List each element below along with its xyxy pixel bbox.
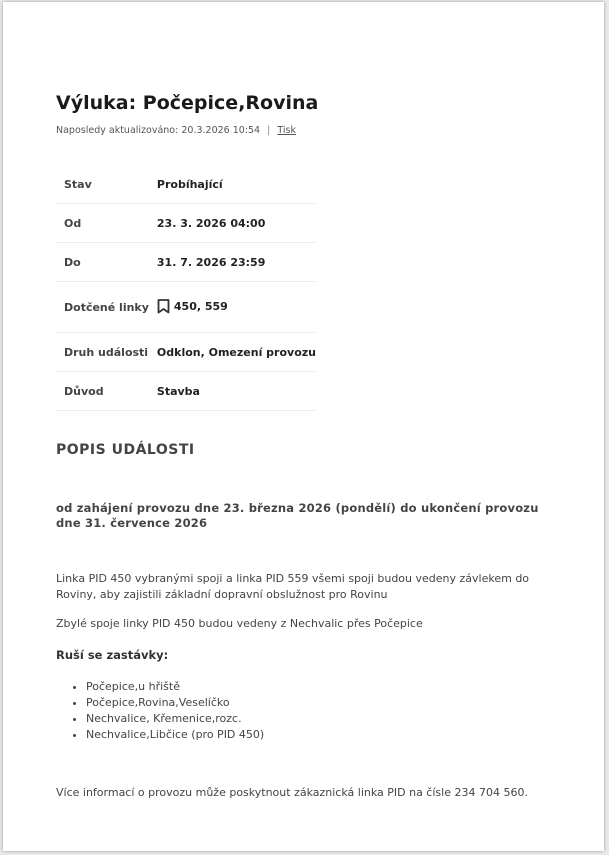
details-row [56, 165, 316, 204]
details-key-reason: Důvod [56, 372, 149, 411]
cancelled-stops-list [56, 679, 264, 743]
description-paragraph: Zbylé spoje linky PID 450 budou vedeny z Nechvalic přes Počepice [56, 617, 423, 630]
details-value-reason: Stavba [149, 372, 316, 411]
cancelled-stops-heading: Ruší se zastávky: [56, 648, 169, 662]
list-item: • Nechvalice, Křemenice,rozc. [86, 711, 264, 727]
updated-label: Naposledy aktualizováno: [56, 125, 179, 136]
details-value-to: 31. 7. 2026 23:59 [149, 243, 316, 282]
details-value-lines [149, 282, 316, 333]
details-row [56, 282, 316, 333]
details-value-status: Probíhající [149, 165, 316, 204]
details-key-type: Druh události [56, 333, 149, 372]
section-subheading: od zahájení provozu dne 23. března 2026 (pondělí) do ukončení provozu dne 31. července 2026 [56, 501, 539, 530]
print-link[interactable]: Tisk [277, 125, 296, 136]
updated-value: 20.3.2026 10:54 [181, 125, 261, 136]
details-table [56, 165, 316, 411]
details-key-from: Od [56, 204, 149, 243]
details-row [56, 372, 316, 411]
meta-separator: | [267, 125, 271, 136]
list-item: • Počepice,Rovina,Veselíčko [86, 695, 264, 711]
bus-stop-icon [157, 299, 170, 314]
details-key-lines: Dotčené linky [56, 282, 149, 333]
footer-info: Více informací o provozu může poskytnout zákaznická linka PID na čísle 234 704 560. [56, 786, 528, 799]
list-item: • Počepice,u hřiště [86, 679, 264, 695]
affected-lines-value[interactable]: 450, 559 [173, 300, 228, 313]
document-page [3, 2, 604, 851]
section-heading: POPIS UDÁLOSTI [56, 442, 195, 458]
update-meta [56, 125, 296, 136]
details-value-type: Odklon, Omezení provozu [149, 333, 316, 372]
details-value-from: 23. 3. 2026 04:00 [149, 204, 316, 243]
details-row [56, 333, 316, 372]
details-row [56, 243, 316, 282]
page-title: Výluka: Počepice,Rovina [56, 92, 319, 114]
description-paragraph: Linka PID 450 vybranými spoji a linka PID 559 všemi spoji budou vedeny závlekem do Roviny, aby zajistili základní dopravní obslužnost pro Rovinu [56, 572, 530, 601]
list-item: • Nechvalice,Libčice (pro PID 450) [86, 727, 264, 743]
affected-lines [157, 299, 228, 314]
details-key-to: Do [56, 243, 149, 282]
details-row [56, 204, 316, 243]
details-key-status: Stav [56, 165, 149, 204]
